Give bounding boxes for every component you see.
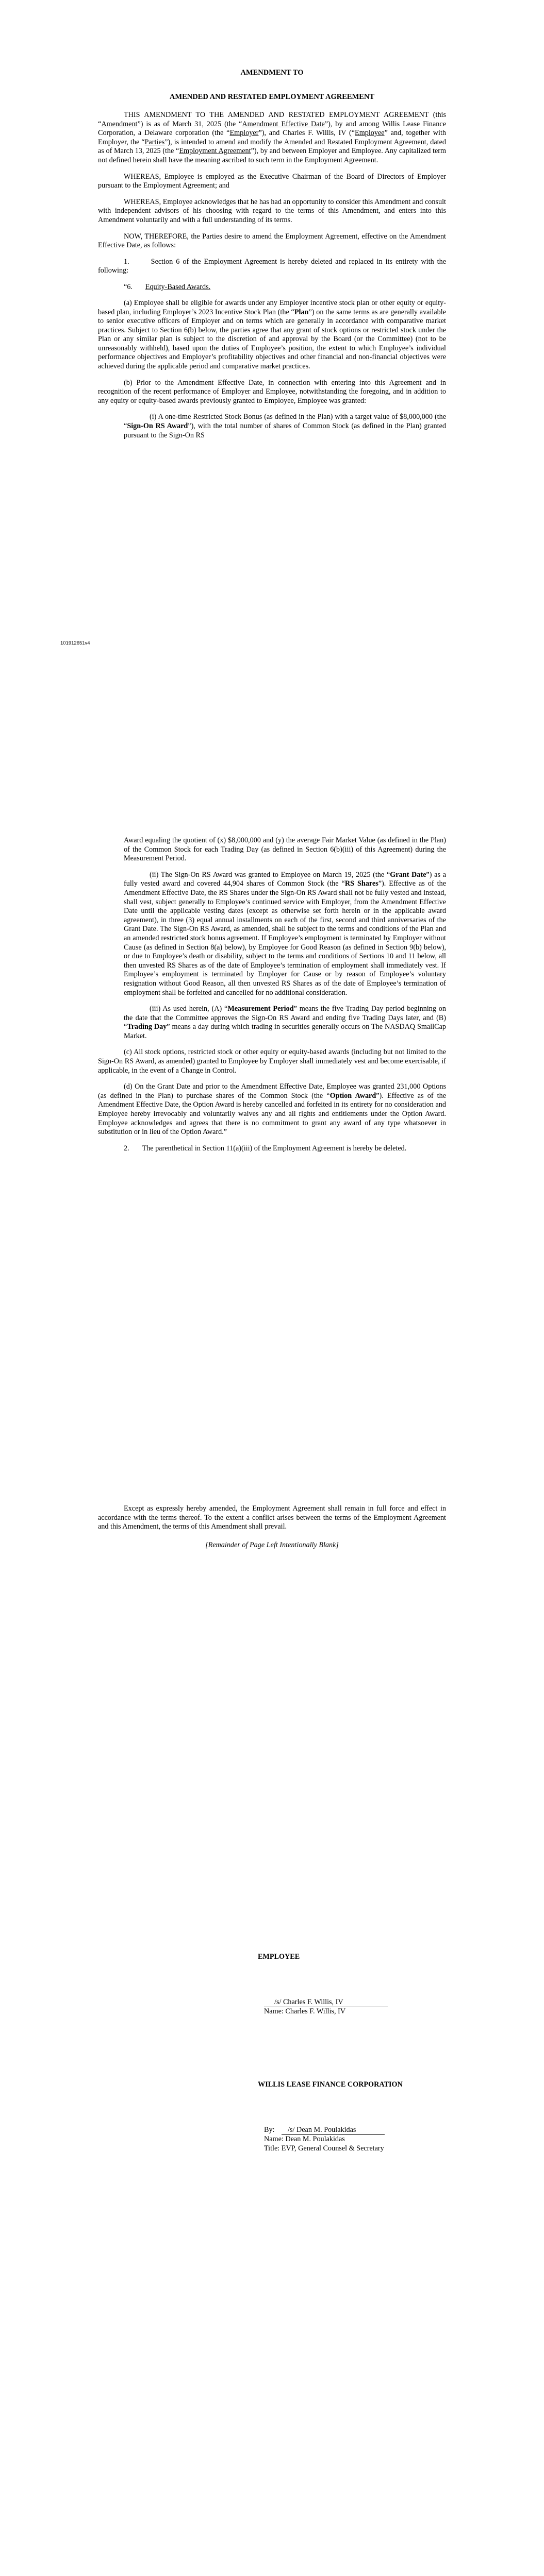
page-1 xyxy=(0,0,544,732)
now-therefore-paragraph: NOW, THEREFORE, the Parties desire to amend the Employment Agreement, effective on the Amendment Effective Date, as follows: xyxy=(98,232,446,250)
employee-signature-line xyxy=(258,1998,428,2008)
section-6b-i-paragraph: (i) A one-time Restricted Stock Bonus (as defined in the Plan) with a target value of $8,000,000 (the “Sign-On RS Award”), with the total number of shares of Common Stock (as defined in the Plan) granted pursuant to the Sign-On RS xyxy=(124,413,446,439)
page-2 xyxy=(0,732,544,1432)
section-6d-paragraph: (d) On the Grant Date and prior to the Amendment Effective Date, Employee was granted 231,000 Options (as defined in the Plan) to purchase shares of the Common Stock (the “Option Award”). Effective as of the Amendment Effective Date, the Option Award is hereby cancelled and forfeited in its entirety for no consideration and Employee hereby irrevocably and voluntarily waives any and all rights and entitlements under the Option Award. Employee acknowledges and agrees that there is no commitment to grant any award of any type whatsoever in substitution or in lieu of the Option Award.” xyxy=(98,1082,447,1137)
intro-paragraph: THIS AMENDMENT TO THE AMENDED AND RESTATED EMPLOYMENT AGREEMENT (this “Amendment”) is as of March 31, 2025 (the “Amendment Effective Date”), by and among Willis Lease Finance Corporation, a Delaware corporation (the “Employer”), and Charles F. Willis, IV (“Employee” and, together with Employer, the “Parties”), is intended to amend and modify the Amended and Restated Employment Agreement, dated as of March 13, 2025 (the “Employment Agreement”), by and between Employer and Employee. Any capitalized term not defined herein shall have the meaning ascribed to such term in the Employment Agreement. xyxy=(98,111,446,164)
page-3-body xyxy=(98,1504,446,1557)
amendment-item-1: 1. Section 6 of the Employment Agreement is hereby deleted and replaced in its entirety with the following: xyxy=(98,257,446,275)
section-6b-iii-paragraph: (iii) As used herein, (A) “Measurement Period” means the five Trading Day period beginning on the date that the Committee approves the Sign-On RS Award and ending five Trading Days later, and (B) “Trading Day” means a day during which trading in securities generally occurs on The NASDAQ SmallCap Market. xyxy=(124,1005,446,1040)
except-paragraph: Except as expressly hereby amended, the Employment Agreement shall remain in full force and effect in accordance with the terms thereof. To the extent a conflict arises between the terms of the Employment Agreement and this Amendment, the terms of this Amendment shall prevail. xyxy=(98,1504,446,1531)
page-1-body xyxy=(98,69,446,447)
company-heading: WILLIS LEASE FINANCE CORPORATION xyxy=(258,2080,403,2089)
company-signature-line xyxy=(258,2126,443,2136)
section-6a-paragraph: (a) Employee shall be eligible for awards under any Employer incentive stock plan or other equity or equity-based plan, including Employer’s 2023 Incentive Stock Plan (the “Plan”) on the same terms as are generally available to senior executive officers of Employer and on terms which are generally in accordance with comparative market practices. Subject to Section 6(b) below, the parties agree that any grant of stock options or restricted stock under the Plan or any similar plan is subject to the discretion of and approval by the Board (or the Committee) (not to be unreasonably withheld), based upon the duties of Employee’s position, the extent to which Employee’s individual performance objectives and Employer’s profitability objectives and other financial and non-financial objectives were achieved during the applicable period and comparative market practices. xyxy=(98,298,446,371)
employee-signature-block xyxy=(258,1953,428,2016)
company-signer-name: Name: Dean M. Poulakidas xyxy=(264,2135,345,2144)
section-6b-paragraph: (b) Prior to the Amendment Effective Date, in connection with entering into this Agreement and in recognition of the recent performance of Employer and Employee, notwithstanding the foregoing, and in addition to any equity or equity-based awards previously granted to Employee, Employee was granted: xyxy=(98,378,446,405)
page-3 xyxy=(0,1432,544,2576)
document-title-line-2: AMENDED AND RESTATED EMPLOYMENT AGREEMENT xyxy=(169,93,375,101)
employee-signature: /s/ Charles F. Willis, IV xyxy=(264,1998,388,2008)
document-id: 101912651v4 xyxy=(60,640,90,646)
document-title-line-1: AMENDMENT TO xyxy=(240,69,304,77)
section-6b-i-continued: Award equaling the quotient of (x) $8,000,000 and (y) the average Fair Market Value (as defined in the Plan) of the Common Stock for each Trading Day (as defined in Section 6(b)(iii) of this Agreement) during the Measurement Period. xyxy=(124,836,446,863)
page-2-body xyxy=(98,836,446,1160)
remainder-note: [Remainder of Page Left Intentionally Blank] xyxy=(205,1540,339,1549)
amendment-item-2: 2. The parenthetical in Section 11(a)(iii) of the Employment Agreement is hereby be deleted. xyxy=(124,1144,407,1153)
section-6c-paragraph: (c) All stock options, restricted stock or other equity or equity-based awards (including but not limited to the Sign-On RS Award, as amended) granted to Employee by Employer shall immediately vest and become exercisable, if applicable, in the event of a Change in Control. xyxy=(98,1048,446,1075)
by-label: By: xyxy=(264,2125,275,2134)
whereas-paragraph-1: WHEREAS, Employee is employed as the Executive Chairman of the Board of Directors of Employer pursuant to the Employment Agreement; and xyxy=(98,172,446,190)
employee-name: Name: Charles F. Willis, IV xyxy=(264,2007,346,2016)
employee-heading: EMPLOYEE xyxy=(258,1953,300,1961)
section-6-heading: “6. Equity-Based Awards. xyxy=(124,282,211,291)
company-signature-block xyxy=(258,2080,443,2153)
company-signature: /s/ Dean M. Poulakidas xyxy=(282,2126,385,2136)
company-signer-title: Title: EVP, General Counsel & Secretary xyxy=(264,2144,384,2153)
whereas-paragraph-2: WHEREAS, Employee acknowledges that he has had an opportunity to consider this Amendment and consult with independent advisors of his choosing with regard to the terms of this Amendment, and enters into this Amendment voluntarily and with a full understanding of its terms. xyxy=(98,197,446,224)
section-6b-ii-paragraph: (ii) The Sign-On RS Award was granted to Employee on March 19, 2025 (the “Grant Date”) as a fully vested award and covered 44,904 shares of Common Stock (the “RS Shares”). Effective as of the Amendment Effective Date, the RS Shares under the Sign-On RS Award shall not be fully vested and instead, shall vest, subject generally to Employee’s continued service with Employer, from the Amendment Effective Date until the applicable vesting dates (except as otherwise set forth herein or in the applicable award agreement), in three (3) equal annual installments on each of the first, second and third anniversaries of the Grant Date. The Sign-On RS Award, as amended, shall be subject to the terms and conditions of the Plan and an amended restricted stock bonus agreement. If Employee’s employment is terminated by Employer without Cause (as defined in Section 8(a) below), by Employee for Good Reason (as defined in Section 9(b) below), or due to Employee’s death or disability, subject to the terms and conditions of Sections 10 and 11 below, all then unvested RS Shares as of the date of Employee’s termination of employment shall immediately vest. If Employee’s employment is terminated by Employer for Cause or by reason of Employee’s voluntary resignation without Good Reason, all then unvested RS Shares as of the date of Employee’s termination of employment shall be forfeited and cancelled for no additional consideration. xyxy=(124,870,447,997)
